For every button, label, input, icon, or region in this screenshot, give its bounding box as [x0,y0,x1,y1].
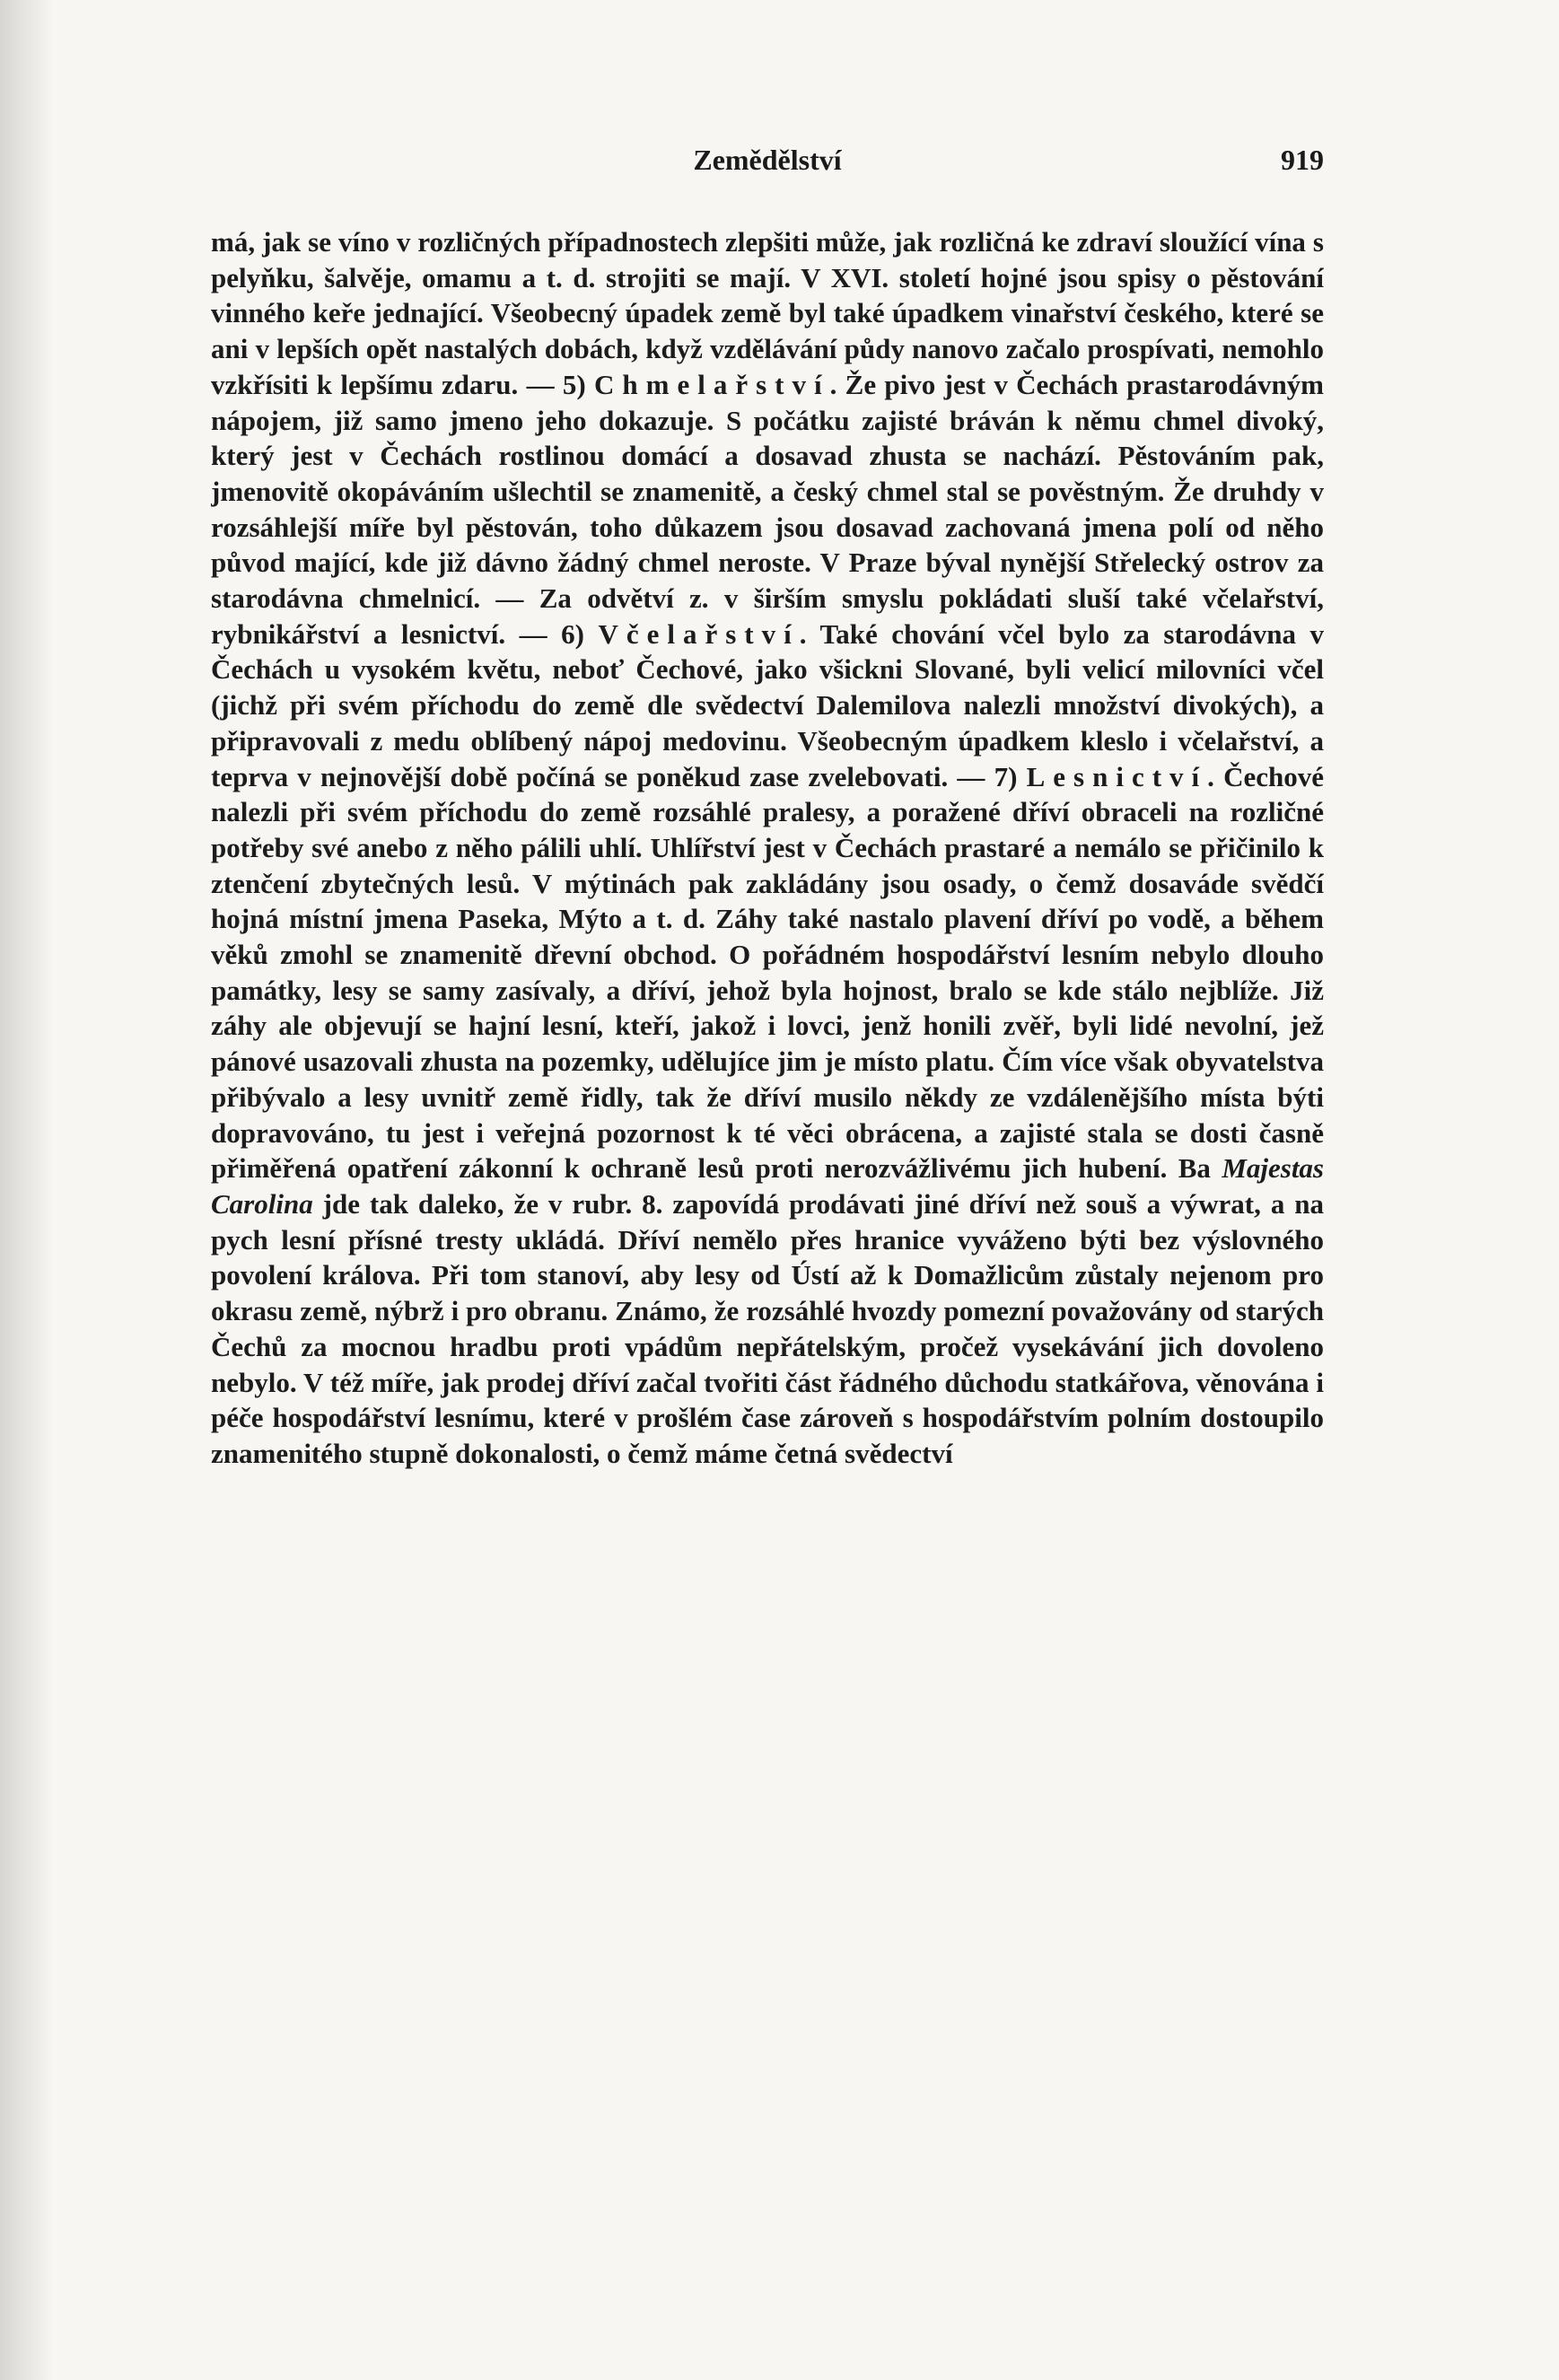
text-run: jde tak daleko, že v rubr. 8. zapovídá prodávati jiné dříví než souš a výwrat, a na pych lesní přísné tresty ukládá. Dříví nemělo přes hranice vyváženo býti bez výslovného povolení králova. Při tom stanoví, aby lesy od Ústí až k Domažlicům zůstaly nejenom pro okrasu země, nýbrž i pro obranu. Známo, že rozsáhlé hvozdy pomezní považovány od starých Čechů za mocnou hradbu proti vpádům nepřátelským, pročež vysekávání jich dovoleno nebylo. V též míře, jak prodej dříví začal tvořiti část řádného důchodu statkářova, věnována i péče hospodářství lesnímu, které v prošlém čase zároveň s hospodářstvím polním dostoupilo znamenitého stupně dokonalosti, o čemž máme četná svědectví [211,1187,1324,1469]
page-number: 919 [1281,144,1324,176]
section-heading-vcelarstvi: Včelařství [598,617,800,650]
italic-title: Majestas Carolina [211,1152,1324,1220]
section-heading-lesnictvi: Lesnictví [1026,760,1208,792]
section-heading-chmelarstvi: Chmelařství [594,368,830,400]
text-run: . Také chování včel bylo za starodávna v Čechách u vysokém květu, neboť Čechové, jako všickni Slované, byli velicí milovníci včel (jichž při svém příchodu do země dle svědectví Dalemilova nalezli množství divokých), a připravovali z medu oblíbený nápoj medovinu. Všeobecným úpadkem kleslo i včelařství, a teprva v nejnovější době počíná se poněkud zase zvelebovati. — 7) [211,617,1324,792]
paragraph [211,224,1324,1472]
body-text [211,224,1324,2271]
running-head [211,144,1324,188]
gutter-shadow [0,0,54,2380]
running-title: Zemědělství [693,144,842,176]
text-run: . Že pivo jest v Čechách prastarodávným nápojem, již samo jmeno jeho dokazuje. S počátku zajisté bráván k němu chmel divoký, který jest v Čechách rostlinou domácí a dosavad zhusta se nachází. Pěstováním pak, jmenovitě okopáváním ušlechtil se znamenitě, a český chmel stal se pověstným. Že druhdy v rozsáhlejší míře byl pěstován, toho důkazem jsou dosavad zachovaná jmena polí od něho původ mající, kde již dávno žádný chmel neroste. V Praze býval nynější Střelecký ostrov za starodávna chmelnicí. — Za odvětví z. v širším smyslu pokládati sluší také včelařství, rybnikářství a lesnictví. — 6) [211,368,1324,650]
text-run: má, jak se víno v rozličných případnostech zlepšiti může, jak rozličná ke zdraví sloužící vína s pelyňku, šalvěje, omamu a t. d. strojiti se mají. V XVI. století hojné jsou spisy o pěstování vinného keře jednající. Všeobecný úpadek země byl také úpadkem vinařství českého, které se ani v lepších opět nastalých dobách, když vzdělávání půdy nanovo začalo prospívati, nemohlo vzkřísiti k lepšímu zdaru. — 5) [211,226,1324,400]
text-run: . Čechové nalezli při svém příchodu do země rozsáhlé pralesy, a poražené dříví obraceli na rozličné potřeby své anebo z něho pálili uhlí. Uhlířství jest v Čechách prastaré a nemálo se přičinilo k ztenčení zbytečných lesů. V mýtinách pak zakládány jsou osady, o čemž dosaváde svědčí hojná místní jmena Paseka, Mýto a t. d. Záhy také nastalo plavení dříví po vodě, a během věků zmohl se znamenitě dřevní obchod. O pořádném hospodářství lesním nebylo dlouho památky, lesy se samy zasívaly, a dříví, jehož byla hojnost, bralo se kde stálo nejblíže. Již záhy ale objevují se hajní lesní, kteří, jakož i lovci, jenž honili zvěř, byli lidé nevolní, jež pánové usazovali zhusta na pozemky, udělujíce jim je místo platu. Čím více však obyvatelstva přibývalo a lesy uvnitř země řidly, tak že dříví musilo někdy ze vzdálenějšího místa býti dopravováno, tu jest i veřejná pozornost k té věci obrácena, a zajisté stala se dosti časně přiměřená opatření zákonní k ochraně lesů proti nerozvážlivému jich hubení. Ba [211,760,1324,1185]
